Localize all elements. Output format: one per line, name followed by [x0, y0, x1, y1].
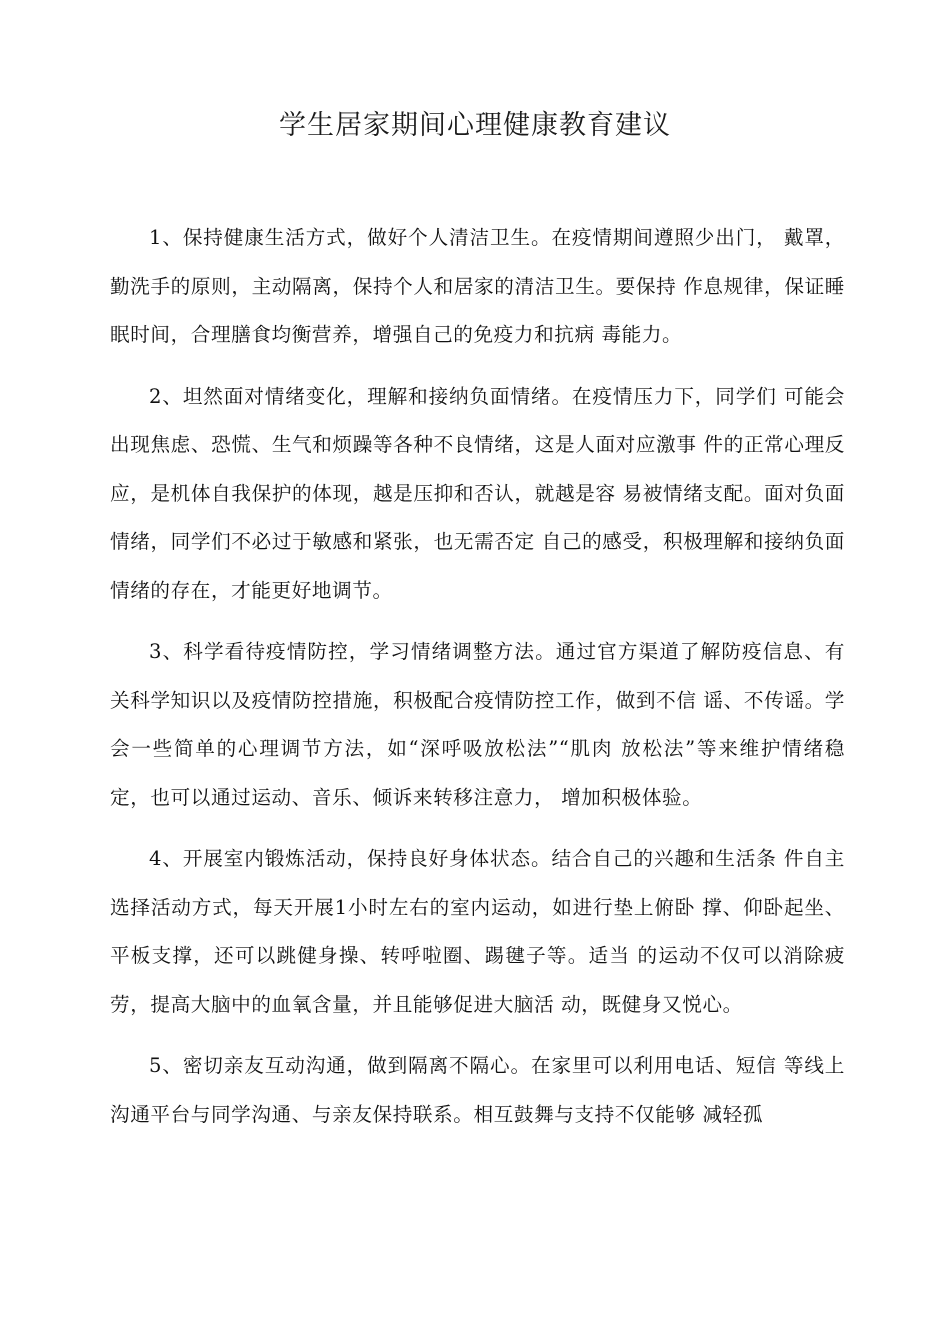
document-title: 学生居家期间心理健康教育建议: [279, 110, 671, 141]
paragraph-4: 4、开展室内锻炼活动，保持良好身体状态。结合自己的兴趣和生活条 件自主选择活动方式，每天开展1小时左右的室内运动，如进行垫上俯卧 撑、仰卧起坐、平板支撑，还可以跳健身操、转呼啦圈、踢毽子等。适当 的运动不仅可以消除疲劳，提高大脑中的血氧含量，并且能够促进大脑活 动，既健身又悦心。: [110, 847, 845, 1016]
paragraph-2: 2、坦然面对情绪变化，理解和接纳负面情绪。在疫情压力下，同学们 可能会出现焦虑、恐慌、生气和烦躁等各种不良情绪，这是人面对应激事 件的正常心理反应，是机体自我保护的体现，越是压抑和否认，就越是容 易被情绪支配。面对负面情绪，同学们不必过于敏感和紧张，也无需否定 自己的感受，积极理解和接纳负面情绪的存在，才能更好地调节。: [110, 384, 845, 602]
paragraph-5: 5、密切亲友互动沟通，做到隔离不隔心。在家里可以利用电话、短信 等线上沟通平台与同学沟通、与亲友保持联系。相互鼓舞与支持不仅能够 减轻孤: [110, 1054, 845, 1126]
paragraph-1: 1、保持健康生活方式，做好个人清洁卫生。在疫情期间遵照少出门， 戴罩，勤洗手的原则，主动隔离，保持个人和居家的清洁卫生。要保持 作息规律，保证睡眠时间，合理膳食均衡营养，增强自己的免疫力和抗病 毒能力。: [110, 226, 845, 346]
paragraph-3: 3、科学看待疫情防控，学习情绪调整方法。通过官方渠道了解防疫信息、有关科学知识以及疫情防控措施，积极配合疫情防控工作，做到不信 谣、不传谣。学会一些简单的心理调节方法，如“深呼吸放松法”“肌肉 放松法”等来维护情绪稳定，也可以通过运动、音乐、倾诉来转移注意力， 增加积极体验。: [110, 640, 845, 809]
document-body: [110, 214, 845, 1152]
